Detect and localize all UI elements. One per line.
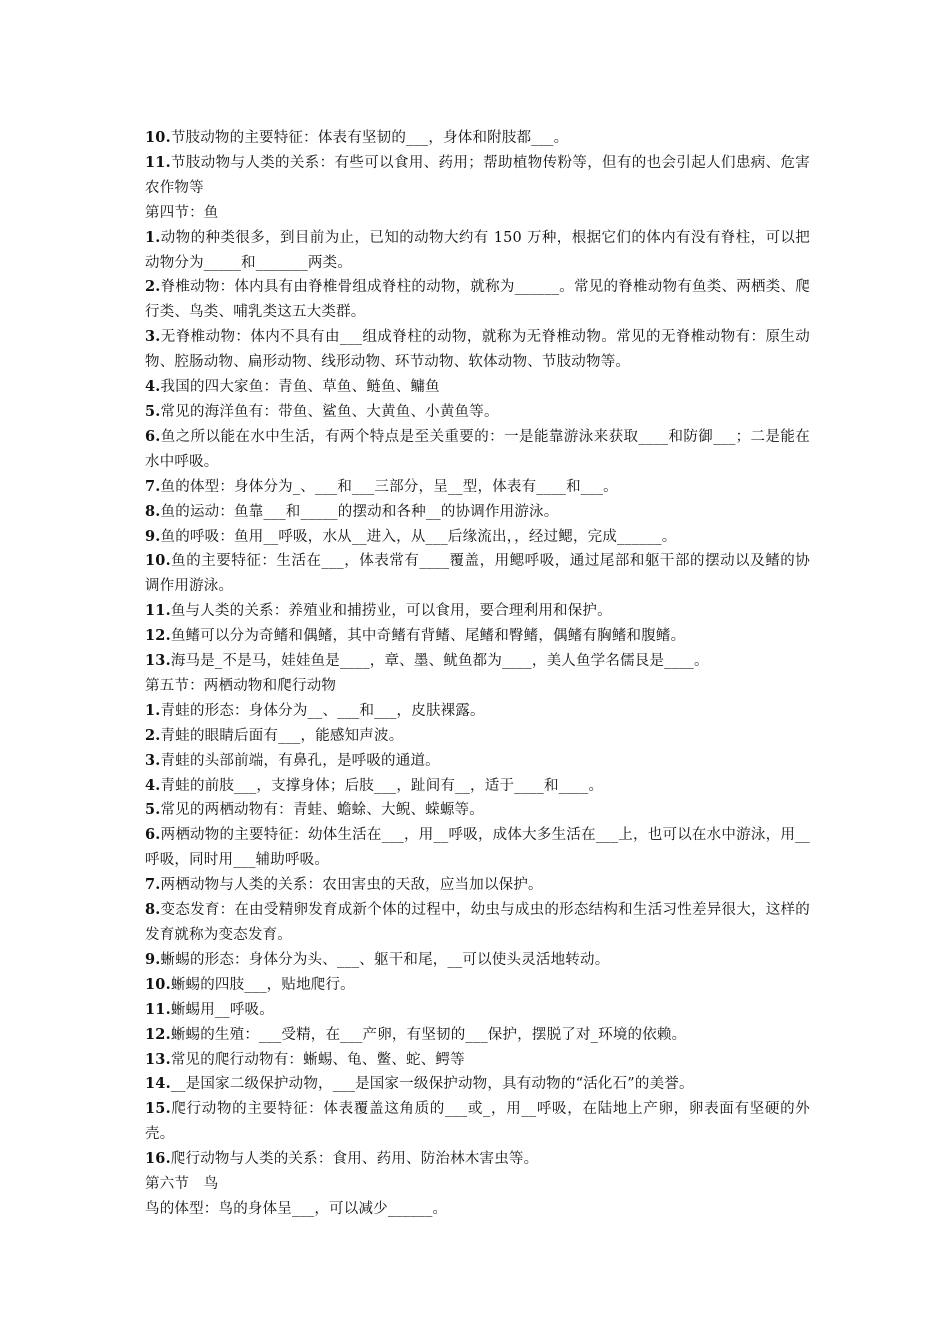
text-line xyxy=(145,525,810,550)
item-number: 2. xyxy=(145,278,161,296)
text-line xyxy=(145,599,810,624)
line-text: 海马是_不是马，娃娃鱼是____，章、墨、鱿鱼都为____，美人鱼学名儒艮是____。 xyxy=(170,653,709,670)
item-number: 14. xyxy=(145,1075,171,1093)
item-number: 10. xyxy=(145,129,171,146)
item-number: 9. xyxy=(145,950,161,968)
line-text: 两栖动物的主要特征：幼体生活在___，用__呼吸，成体大多生活在___上，也可以在水中游泳，用__呼吸，同时用___辅助呼吸。 xyxy=(145,827,810,869)
line-text: 常见的爬行动物有：蜥蜴、龟、鳖、蛇、鳄等 xyxy=(170,1051,465,1068)
item-number: 8. xyxy=(145,901,161,919)
text-line xyxy=(145,823,810,873)
item-number: 9. xyxy=(145,527,161,545)
line-text: 鱼的呼吸：鱼用__呼吸，水从__进入，从___后缘流出，，经过鳃，完成______。 xyxy=(160,528,677,545)
line-text: 鱼的体型：身体分为_、___和___三部分，呈__型，体表有____和___。 xyxy=(160,478,618,495)
item-number: 16. xyxy=(145,1150,171,1168)
section-heading xyxy=(145,674,810,699)
item-number: 4. xyxy=(145,776,161,794)
text-line xyxy=(145,475,810,500)
line-text: 我国的四大家鱼：青鱼、草鱼、鲢鱼、鳙鱼 xyxy=(160,379,440,396)
line-text: 蜥蜴的四肢___，贴地爬行。 xyxy=(170,976,355,993)
line-text: 蜥蜴用__呼吸。 xyxy=(170,1001,274,1018)
line-text: 爬行动物的主要特征：体表覆盖这角质的___或_，用__呼吸，在陆地上产卵，卵表面有坚硬的外壳。 xyxy=(145,1101,810,1143)
line-text: 青蛙的眼睛后面有___，能感知声波。 xyxy=(160,727,404,744)
line-text: 蜥蜴的形态：身体分为头、___、躯干和尾，__可以使头灵活地转动。 xyxy=(160,951,610,968)
item-number: 11. xyxy=(145,1000,171,1018)
item-number: 13. xyxy=(145,652,171,670)
text-line xyxy=(145,1023,810,1048)
line-text: 节肢动物的主要特征：体表有坚韧的___，身体和附肢都___。 xyxy=(170,130,569,146)
text-line xyxy=(145,325,810,375)
item-number: 7. xyxy=(145,477,161,495)
text-line xyxy=(145,873,810,898)
text-line xyxy=(145,500,810,525)
item-number: 6. xyxy=(145,826,161,844)
text-line xyxy=(145,1097,810,1147)
text-line xyxy=(145,998,810,1023)
item-number: 15. xyxy=(145,1100,171,1118)
section-heading xyxy=(145,201,810,226)
item-number: 3. xyxy=(145,328,161,346)
text-line xyxy=(145,1048,810,1073)
text-line xyxy=(145,400,810,425)
line-text: 常见的海洋鱼有：带鱼、鲨鱼、大黄鱼、小黄鱼等。 xyxy=(160,403,499,420)
document-body xyxy=(145,126,810,1222)
line-text: 鱼与人类的关系：养殖业和捕捞业，可以食用，要合理利用和保护。 xyxy=(170,603,612,620)
item-number: 1. xyxy=(145,701,161,719)
text-line xyxy=(145,948,810,973)
text-line xyxy=(145,275,810,325)
line-text: 节肢动物与人类的关系：有些可以食用、药用；帮助植物传粉等，但有的也会引起人们患病、危害农作物等 xyxy=(145,154,810,196)
line-text: 青蛙的头部前端，有鼻孔，是呼吸的通道。 xyxy=(160,752,440,769)
item-number: 4. xyxy=(145,378,161,396)
item-number: 5. xyxy=(145,801,161,819)
line-text: 青蛙的形态：身体分为__、___和___，皮肤裸露。 xyxy=(160,702,485,719)
line-text: __是国家二级保护动物，___是国家一级保护动物，具有动物的“活化石”的美誉。 xyxy=(170,1076,694,1093)
item-number: 5. xyxy=(145,402,161,420)
line-text: 鱼鳍可以分为奇鳍和偶鳍，其中奇鳍有背鳍、尾鳍和臀鳍，偶鳍有胸鳍和腹鳍。 xyxy=(170,628,686,645)
text-line xyxy=(145,126,810,151)
text-line xyxy=(145,649,810,674)
line-text: 脊椎动物：体内具有由脊椎骨组成脊柱的动物，就称为______。常见的脊椎动物有鱼类、两栖类、爬行类、鸟类、哺乳类这五大类群。 xyxy=(145,279,810,321)
text-line xyxy=(145,699,810,724)
item-number: 12. xyxy=(145,1025,171,1043)
item-number: 12. xyxy=(145,627,171,645)
line-text: 常见的两栖动物有：青蛙、蟾蜍、大鲵、蝾螈等。 xyxy=(160,802,484,819)
text-line xyxy=(145,798,810,823)
line-text: 鱼的主要特征：生活在___，体表常有____覆盖，用鳃呼吸，通过尾部和躯干部的摆动以及鳍的协调作用游泳。 xyxy=(145,553,810,595)
text-line xyxy=(145,624,810,649)
text-line xyxy=(145,1172,810,1197)
line-text: 两栖动物与人类的关系：农田害虫的天敌，应当加以保护。 xyxy=(160,877,543,894)
section-heading xyxy=(145,1197,810,1222)
heading-text: 第四节：鱼 xyxy=(145,204,219,221)
text-line xyxy=(145,151,810,201)
text-line xyxy=(145,549,810,599)
text-line xyxy=(145,749,810,774)
item-number: 11. xyxy=(145,153,171,171)
line-text: 爬行动物与人类的关系：食用、药用、防治林木害虫等。 xyxy=(170,1151,539,1168)
text-line xyxy=(145,375,810,400)
text-line xyxy=(145,1072,810,1097)
line-text: 青蛙的前肢___，支撑身体；后肢___，趾间有__，适于____和____。 xyxy=(160,777,604,794)
line-text: 变态发育：在由受精卵发育成新个体的过程中，幼虫与成虫的形态结构和生活习性差异很大，这样的发育就称为变态发育。 xyxy=(145,902,810,943)
item-number: 13. xyxy=(145,1050,171,1068)
text-line xyxy=(145,898,810,948)
text-line xyxy=(145,973,810,998)
line-text: 第六节 鸟 xyxy=(145,1176,219,1193)
line-text: 鱼之所以能在水中生活，有两个特点是至关重要的：一是能靠游泳来获取____和防御___；二是能在水中呼吸。 xyxy=(145,428,810,470)
item-number: 10. xyxy=(145,552,171,570)
item-number: 6. xyxy=(145,427,161,445)
text-line xyxy=(145,724,810,749)
item-number: 1. xyxy=(145,228,161,246)
text-line xyxy=(145,425,810,475)
item-number: 2. xyxy=(145,726,161,744)
item-number: 7. xyxy=(145,876,161,894)
text-line xyxy=(145,1147,810,1172)
item-number: 11. xyxy=(145,602,171,620)
item-number: 3. xyxy=(145,751,161,769)
text-line xyxy=(145,226,810,276)
line-text: 鱼的运动：鱼靠___和_____的摆动和各种__的协调作用游泳。 xyxy=(160,503,559,520)
line-text: 蜥蜴的生殖：___受精，在___产卵，有坚韧的___保护，摆脱了对_环境的依赖。 xyxy=(170,1026,687,1043)
text-line xyxy=(145,774,810,799)
line-text: 动物的种类很多，到目前为止，已知的动物大约有 150 万种，根据它们的体内有没有脊柱，可以把动物分为_____和_______两类。 xyxy=(145,229,810,271)
item-number: 8. xyxy=(145,502,161,520)
line-text: 无脊椎动物：体内不具有由___组成脊柱的动物，就称为无脊椎动物。常见的无脊椎动物有：原生动物、腔肠动物、扁形动物、线形动物、环节动物、软体动物、节肢动物等。 xyxy=(145,329,810,371)
heading-text: 第五节：两栖动物和爬行动物 xyxy=(145,677,337,694)
item-number: 10. xyxy=(145,975,171,993)
heading-text: 鸟的体型：鸟的身体呈___，可以减少______。 xyxy=(145,1200,448,1217)
